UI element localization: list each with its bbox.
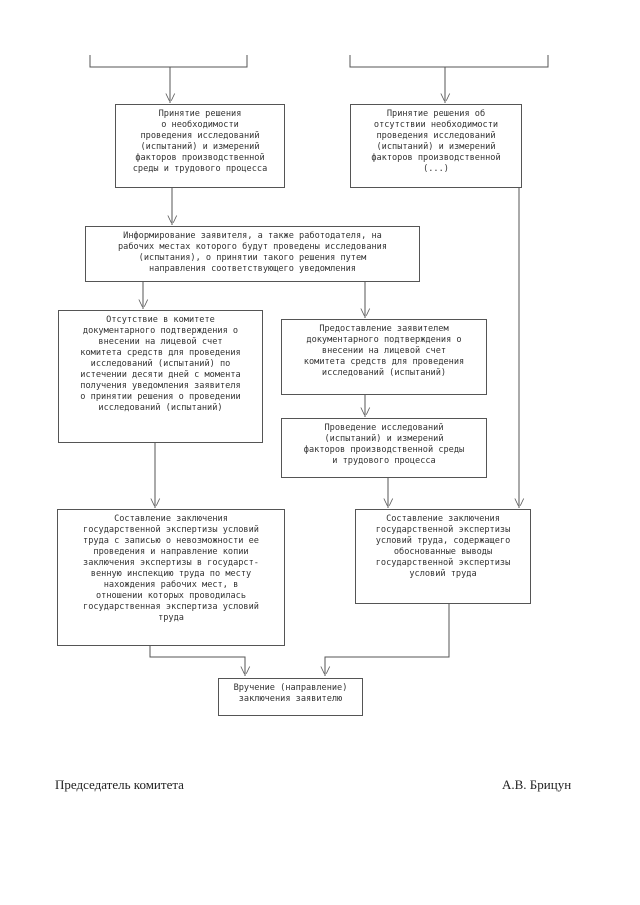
arrow-icon: \/ xyxy=(165,93,176,103)
arrow-icon: \/ xyxy=(320,666,331,676)
arrow-icon: \/ xyxy=(240,666,251,676)
notify-applicant-box: Информирование заявителя, а также работодателя, на рабочих местах которого будут проведены исследования (испытания), о принятии такого решения путем направления соответствующего уведомления xyxy=(85,226,420,282)
impossibility-conclusion-box: Составление заключения государственной экспертизы условий труда с записью о невозможности ее проведения и направление копии заключения экспертизы в государст- венную инспекцию труда по месту нахождения рабочих мест, в отношении которых проводилась государственная экспертиза условий труда xyxy=(57,509,285,646)
conduct-research-box: Проведение исследований (испытаний) и измерений факторов производственной среды и трудового процесса xyxy=(281,418,487,478)
signature-name: А.В. Брицун xyxy=(502,777,572,792)
arrow-icon: \/ xyxy=(360,308,371,318)
no-payment-confirmation-box: Отсутствие в комитете документарного подтверждения о внесении на лицевой счет комитета средств для проведения исследований (испытаний) по истечении десяти дней с момента получения уведомления заявителя о принятии решения о проведении исследований (испытаний) xyxy=(58,310,263,443)
decision-not-required-box: Принятие решения об отсутствии необходимости проведения исследований (испытаний) и измерений факторов производственной (...) xyxy=(350,104,522,188)
expertise-conclusion-box: Составление заключения государственной экспертизы условий труда, содержащего обоснованные выводы государственной экспертизы условий труда xyxy=(355,509,531,604)
arrow-icon: \/ xyxy=(440,93,451,103)
decision-required-box: Принятие решения о необходимости проведения исследований (испытаний) и измерений факторов производственной среды и трудового процесса xyxy=(115,104,285,188)
deliver-conclusion-box: Вручение (направление) заключения заявителю xyxy=(218,678,363,716)
arrow-icon: \/ xyxy=(138,299,149,309)
arrow-icon: \/ xyxy=(360,407,371,417)
arrow-icon: \/ xyxy=(514,498,525,508)
arrow-icon: \/ xyxy=(167,215,178,225)
arrow-icon: \/ xyxy=(383,498,394,508)
signature-position: Председатель комитета xyxy=(55,777,184,792)
arrow-icon: \/ xyxy=(150,498,161,508)
payment-confirmation-box: Предоставление заявителем документарного подтверждения о внесении на лицевой счет комитета средств для проведения исследований (испытаний) xyxy=(281,319,487,395)
